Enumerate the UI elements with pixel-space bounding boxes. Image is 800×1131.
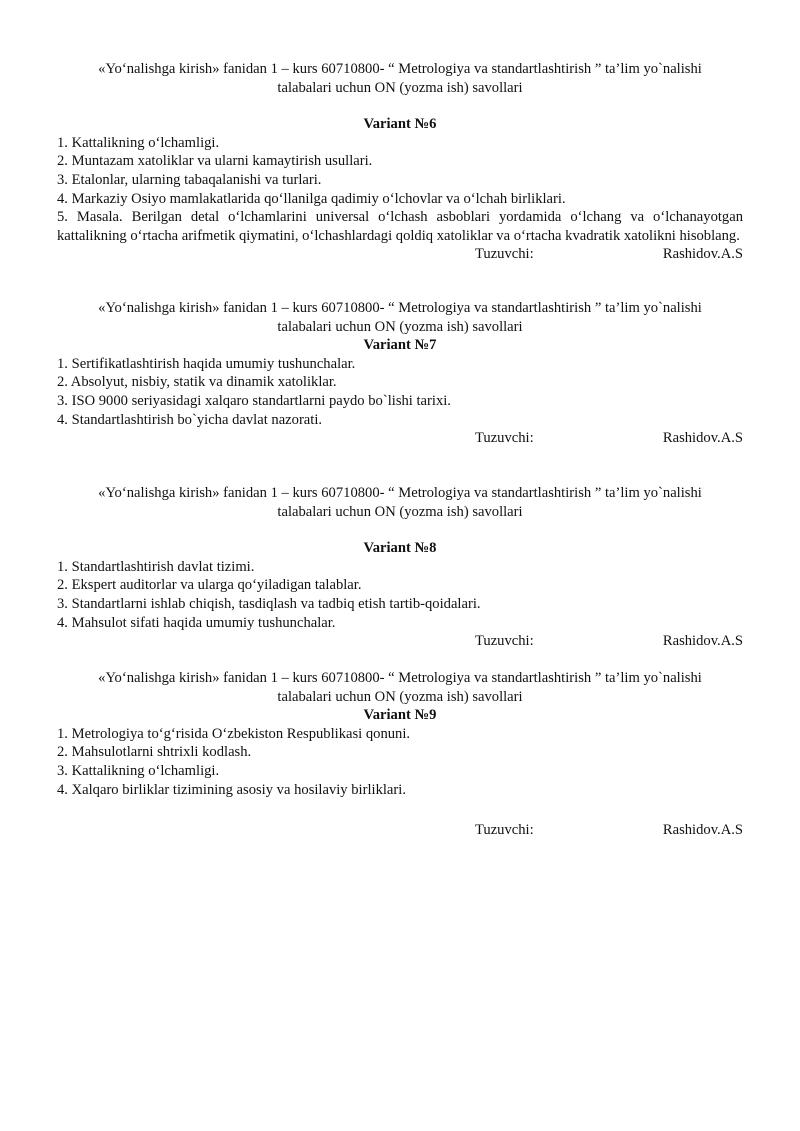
question-item: 1. Kattalikning o‘lchamligi. — [57, 134, 220, 151]
header-line-2: talabalari uchun ON (yozma ish) savollari — [277, 503, 523, 520]
signature-author: Rashidov.A.S — [662, 430, 743, 447]
question-item: 3. Standartlarni ishlab chiqish, tasdiqlash va tadbiq etish tartib-qoidalari. — [57, 595, 481, 612]
question-list — [57, 134, 743, 246]
question-item: 5. Masala. Berilgan detal o‘lchamlarini universal o‘lchash asboblari yordamida o‘lchang va o‘lchanayotgan kattalikning o‘rtacha arifmetik qiymatini, o‘lchashlardagi qoldiq xatoliklar va o‘rtacha kvadratik xatolikni hisoblang. — [57, 209, 743, 244]
question-item: 3. ISO 9000 seriyasidagi xalqaro standartlarni paydo bo`lishi tarixi. — [57, 392, 451, 409]
variant-title: Variant №9 — [363, 707, 437, 724]
signature-role: Tuzuvchi: — [475, 246, 534, 263]
question-item: 2. Absolyut, nisbiy, statik va dinamik xatoliklar. — [57, 374, 337, 391]
header-line-1: «Yo‘nalishga kirish» fanidan 1 – kurs 60710800- “ Metrologiya va standartlashtirish ” ta’lim yo`nalishi — [98, 61, 702, 77]
question-item: 1. Sertifikatlashtirish haqida umumiy tushunchalar. — [57, 355, 356, 372]
question-item: 4. Mahsulot sifati haqida umumiy tushunchalar. — [57, 614, 336, 631]
variant-section-6 — [57, 60, 743, 264]
question-list — [57, 355, 743, 429]
signature-line — [57, 429, 743, 448]
signature-line — [57, 245, 743, 264]
question-item: 3. Kattalikning o‘lchamligi. — [57, 762, 220, 779]
signature-role: Tuzuvchi: — [475, 430, 534, 447]
variant-title: Variant №8 — [363, 540, 437, 557]
variant-header — [57, 669, 743, 706]
header-line-2: talabalari uchun ON (yozma ish) savollari — [277, 318, 523, 335]
header-line-1: «Yo‘nalishga kirish» fanidan 1 – kurs 60710800- “ Metrologiya va standartlashtirish ” ta’lim yo`nalishi — [98, 670, 702, 686]
question-item: 1. Standartlashtirish davlat tizimi. — [57, 558, 255, 575]
variant-header — [57, 299, 743, 336]
header-line-1: «Yo‘nalishga kirish» fanidan 1 – kurs 60710800- “ Metrologiya va standartlashtirish ” ta’lim yo`nalishi — [98, 485, 702, 501]
header-line-2: talabalari uchun ON (yozma ish) savollari — [277, 688, 523, 705]
signature-role: Tuzuvchi: — [475, 822, 534, 839]
question-item: 1. Metrologiya to‘g‘risida O‘zbekiston Respublikasi qonuni. — [57, 725, 411, 742]
question-item: 4. Xalqaro birliklar tizimining asosiy va hosilaviy birliklari. — [57, 781, 406, 798]
variant-section-7 — [57, 299, 743, 448]
question-item: 3. Etalonlar, ularning tabaqalanishi va turlari. — [57, 171, 322, 188]
variant-section-8 — [57, 484, 743, 651]
variant-title: Variant №6 — [363, 116, 437, 133]
question-item: 4. Markaziy Osiyo mamlakatlarida qo‘llanilga qadimiy o‘lchovlar va o‘lchah birliklari. — [57, 190, 566, 207]
header-line-2: talabalari uchun ON (yozma ish) savollari — [277, 79, 523, 96]
header-line-1: «Yo‘nalishga kirish» fanidan 1 – kurs 60710800- “ Metrologiya va standartlashtirish ” ta’lim yo`nalishi — [98, 300, 702, 316]
signature-role: Tuzuvchi: — [475, 633, 534, 650]
question-item: 2. Mahsulotlarni shtrixli kodlash. — [57, 744, 252, 761]
question-list — [57, 558, 743, 632]
signature-author: Rashidov.A.S — [662, 822, 743, 839]
signature-author: Rashidov.A.S — [662, 633, 743, 650]
question-list — [57, 725, 743, 799]
variant-title: Variant №7 — [363, 337, 437, 354]
variant-header — [57, 484, 743, 521]
question-item: 2. Ekspert auditorlar va ularga qo‘yiladigan talablar. — [57, 577, 362, 594]
variant-section-9 — [57, 669, 743, 840]
question-item: 4. Standartlashtirish bo`yicha davlat nazorati. — [57, 411, 323, 428]
signature-author: Rashidov.A.S — [662, 246, 743, 263]
question-item: 2. Muntazam xatoliklar va ularni kamaytirish usullari. — [57, 153, 373, 170]
signature-line — [57, 632, 743, 651]
variant-header — [57, 60, 743, 97]
signature-line — [57, 821, 743, 840]
